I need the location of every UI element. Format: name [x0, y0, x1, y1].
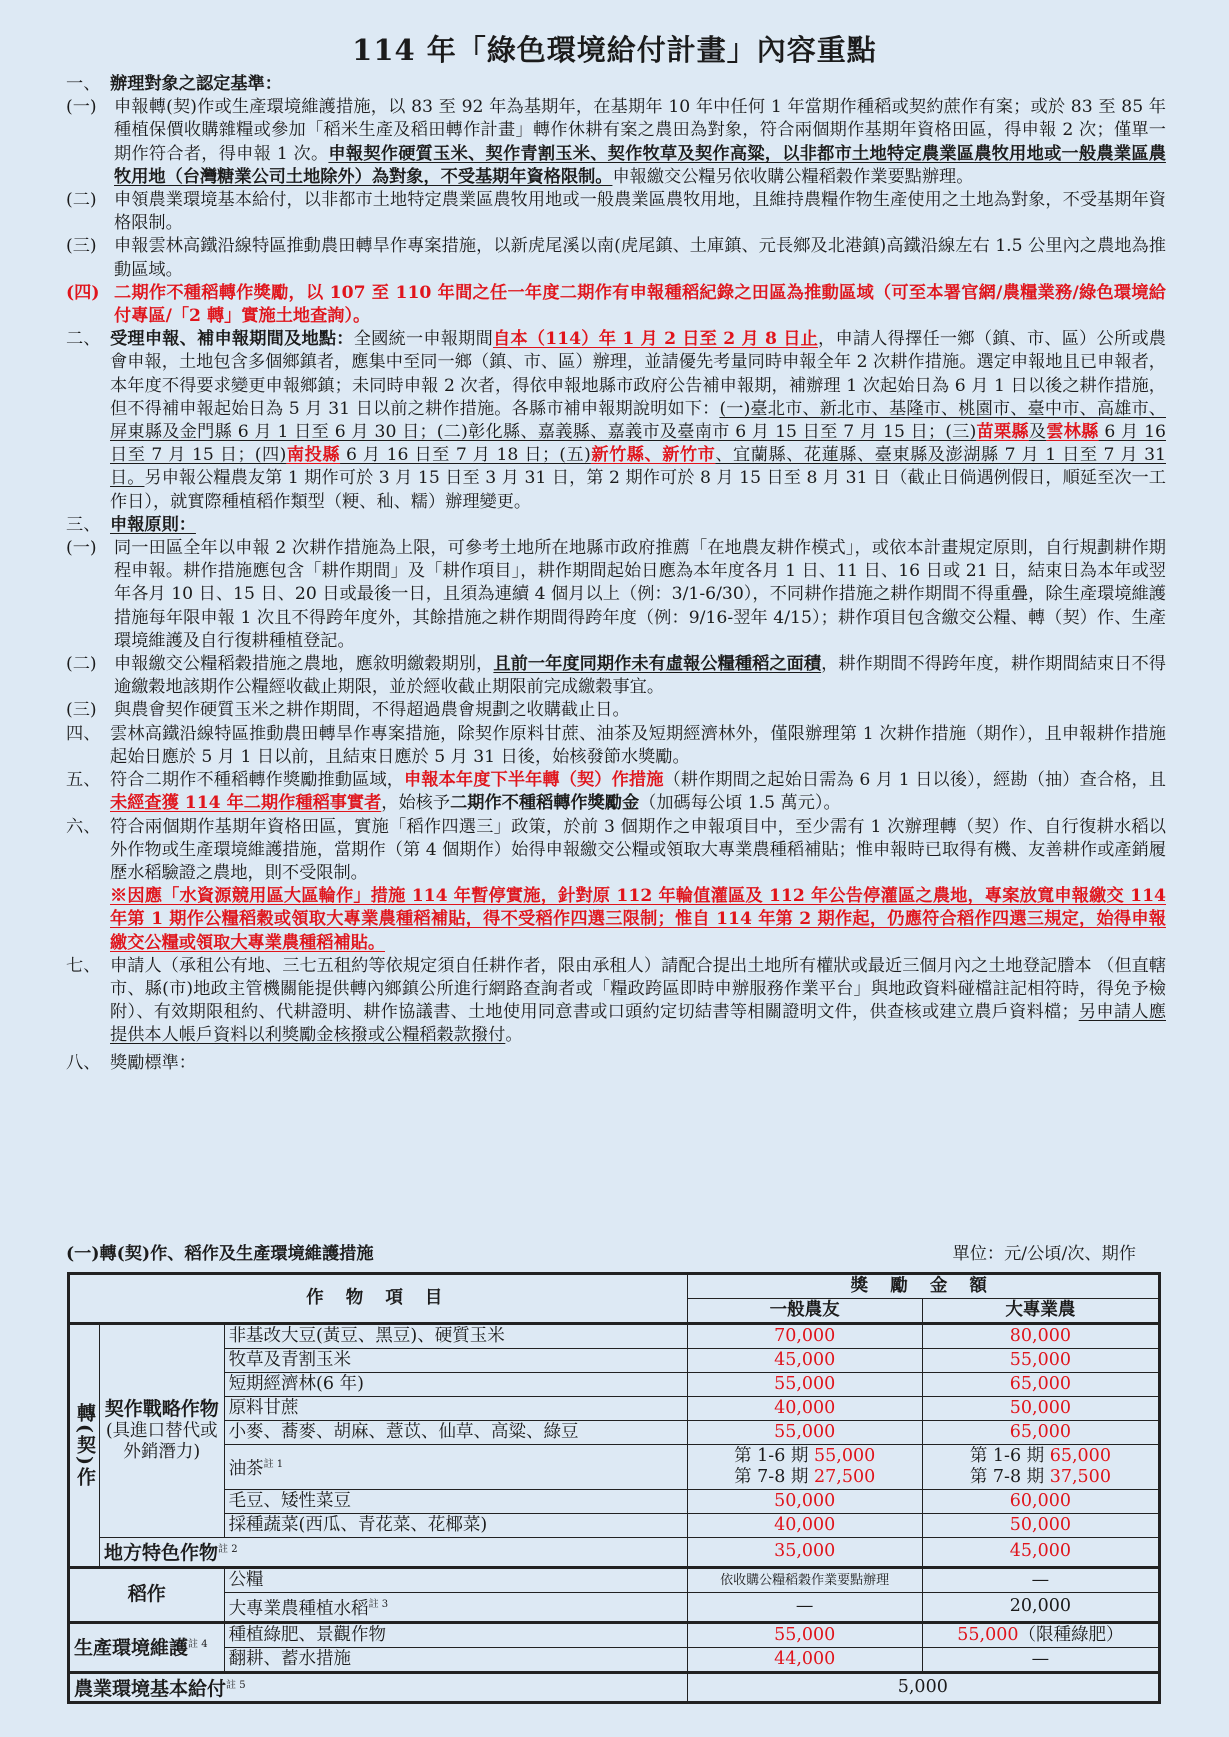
section-1-item-3	[66, 235, 1166, 281]
text-segment: 申報轉(契)作或生產環境維護措施，以 83 至 92 年為基期年，在基期年 10 年中任何 1 年當期作種稻或契約蔗作有案；或於 83 至 85 年種植保價收購雜糧或參加「稻米生產及稻田轉作計畫」轉作休耕有案之農田為對象，符合兩個期作基期年資格田區，得申報 2 次；僅單一期作符合者，得申報 1 次。	[114, 97, 1166, 164]
section-number: 七、	[66, 955, 101, 976]
section-number: 四、	[66, 723, 101, 744]
item-text: 與農會契作硬質玉米之耕作期間，不得超過農會規劃之收購截止日。	[114, 700, 630, 721]
section-heading: 獎勵標準：	[110, 1052, 196, 1073]
amount-general: 35,000	[687, 1538, 922, 1568]
item-text: 二期作不種稻轉作獎勵，以 107 至 110 年間之任一年度二期作有申報種稻紀錄之田區為推動區域（可至本署官網/農糧業務/綠色環境給付專區/「2 轉」實施土地查詢）。	[114, 282, 1166, 327]
county-schedule: (一)臺北市、新北市、基隆市、桃園市、臺中市、高雄市、屏東縣及金門縣 6 月 1 日至 6 月 30 日；(二)彰化縣、嘉義縣、嘉義市及臺南市 6 月 15 日至 7 月 15 日；(三)	[110, 398, 1166, 443]
crop-item: 採種蔬菜(西瓜、青花菜、花椰菜)	[224, 1514, 687, 1538]
amount-professional: 45,000	[922, 1538, 1159, 1568]
crop-item	[100, 1538, 688, 1568]
county-name: 苗栗縣	[976, 422, 1029, 443]
section-5	[66, 769, 1166, 815]
amount-general: 70,000	[687, 1324, 922, 1349]
table-row-env	[69, 1622, 1160, 1647]
footnote-marker: 註 3	[368, 1598, 389, 1610]
amount-value: 37,500	[1049, 1467, 1111, 1487]
crop-item: 小麥、蕎麥、胡麻、薏苡、仙草、高粱、綠豆	[224, 1421, 687, 1445]
crop-item: 原料甘蔗	[224, 1397, 687, 1421]
item-number: (四)	[66, 282, 100, 303]
amount-general: 依收購公糧稻穀作業要點辦理	[687, 1567, 922, 1592]
table-row	[69, 1421, 1160, 1445]
footnote-marker: 註 1	[263, 1459, 284, 1471]
table-row	[69, 1647, 1160, 1672]
crop-item: 非基改大豆(黃豆、黑豆)、硬質玉米	[224, 1324, 687, 1349]
period-label: 第 7-8 期	[734, 1467, 809, 1487]
section-text	[110, 328, 1166, 514]
crop-item	[224, 1445, 687, 1490]
group-strategic-label: 契作戰略作物	[104, 1398, 219, 1420]
crop-item	[224, 1592, 687, 1622]
section-6	[66, 816, 1166, 955]
table-row-rice	[69, 1567, 1160, 1592]
section-text: 雲林高鐵沿線特區推動農田轉旱作專案措施，除契作原料甘蔗、油茶及短期經濟林外，僅限辦理第 1 次耕作措施（期作），且申報耕作措施起始日應於 5 月 1 日以前，且結束日應於 5 月 31 日後，始核發節水獎勵。	[110, 723, 1166, 767]
table-row	[69, 1592, 1160, 1622]
footnote-marker: 註 2	[218, 1544, 238, 1555]
text-segment: ，耕作期間不得跨年度，耕作期間結束日不得逾繳穀地該期作公糧經收截止期限，並於經收截止期限前完成繳穀事宜。	[114, 654, 1166, 698]
section-number: 三、	[66, 514, 101, 535]
table-row	[69, 1490, 1160, 1514]
section-text	[110, 955, 1166, 1048]
amount-general: 55,000	[687, 1622, 922, 1647]
county-name: 新竹縣、新竹市	[590, 445, 716, 466]
amount-general	[687, 1445, 922, 1490]
amount-general: 40,000	[687, 1514, 922, 1538]
header-professional-farmer: 大專業農	[922, 1299, 1159, 1324]
county-schedule: 6 月 16 日至 7 月 15 日；(四)	[110, 422, 1166, 466]
emphasis-text: 另申請人應提供本人帳戶資料以利獎勵金核撥或公糧稻穀款撥付	[110, 1002, 1166, 1046]
county-name: 南投縣	[286, 445, 341, 466]
section-3	[66, 514, 1166, 537]
table-subtitle: (一)轉(契)作、稻作及生產環境維護措施	[66, 1244, 374, 1264]
item-text: 申領農業環境基本給付，以非都市土地特定農業區農牧用地或一般農業區農牧用地，且維持農糧作物生產使用之土地為對象，不受基期年資格限制。	[114, 190, 1166, 234]
section-heading: 辦理對象之認定基準：	[110, 74, 282, 94]
county-schedule: 6 月 16 日至 7 月 18 日；(五)	[340, 445, 591, 466]
section-number: 五、	[66, 770, 101, 791]
text-segment: 申報繳交公糧稻穀措施之農地，應敘明繳穀期別，	[114, 654, 494, 675]
amount-note: （限種綠肥）	[1018, 1624, 1124, 1645]
table-row-basic	[69, 1672, 1160, 1703]
table-unit: 單位：元/公頃/次、期作	[952, 1244, 1136, 1264]
amount-general: 50,000	[687, 1490, 922, 1514]
section-number: 六、	[66, 816, 101, 837]
amount-professional: 65,000	[922, 1373, 1159, 1397]
text-segment: 符合二期作不種稻轉作獎勵推動區域，	[110, 770, 405, 791]
section-number: 二、	[66, 329, 101, 350]
section-3-item-1	[66, 537, 1166, 653]
table-row	[69, 1397, 1160, 1421]
table-header-row	[69, 1274, 1160, 1299]
table-row	[69, 1373, 1160, 1397]
group-transfer: 轉(契)作	[69, 1324, 100, 1568]
amount-general: 45,000	[687, 1349, 922, 1373]
section-number: 八、	[66, 1052, 101, 1073]
section-heading: 申報原則：	[110, 514, 196, 535]
crop-item: 短期經濟林(6 年)	[224, 1373, 687, 1397]
emphasis-text: 未經查獲 114 年二期作種稻事實者	[110, 793, 382, 814]
section-7	[66, 955, 1166, 1048]
amount-professional: —	[922, 1647, 1159, 1672]
amount-general: —	[687, 1592, 922, 1622]
amount-value: 27,500	[814, 1467, 876, 1487]
period-label: 第 1-6 期	[969, 1446, 1045, 1466]
application-period: 自本（114）年 1 月 2 日至 2 月 8 日止	[492, 329, 819, 350]
section-2	[66, 328, 1166, 514]
item-text: 同一田區全年以申報 2 次耕作措施為上限，可參考土地所在地縣市政府推薦「在地農友耕作模式」，或依本計畫規定原則，自行規劃耕作期程申報。耕作措施應包含「耕作期間」及「耕作項目」，耕作期間起始日應為本年度各月 1 日、11 日、16 日或 21 日，結束日為本年或翌年各月 10 日、15 日、20 日或最後一日，且須為連續 4 個月以上（例：3/1-6/30），不同耕作措施之耕作期間不得重疊，除生產環境維護措施每年限申報 1 次且不得跨年度外，其餘措施之耕作期間得跨年度（例：9/16-翌年 4/15）；耕作項目包含繳交公糧、轉（契）作、生產環境維護及自行復耕種植登記。	[114, 538, 1166, 651]
section-1-item-4	[66, 282, 1166, 328]
item-number: (一)	[66, 97, 97, 118]
bonus-name: 二期作不種稻轉作獎勵金	[450, 793, 640, 814]
reward-table	[67, 1272, 1161, 1704]
table-row	[69, 1514, 1160, 1538]
crop-item: 公糧	[224, 1567, 687, 1592]
amount-professional: —	[922, 1567, 1159, 1592]
crop-name: 油茶	[228, 1458, 264, 1479]
group-strategic	[100, 1324, 225, 1538]
section-8	[66, 1052, 1166, 1075]
header-amount: 獎 勵 金 額	[687, 1274, 1159, 1299]
table-row-oil-tea	[69, 1445, 1160, 1490]
crop-name: 地方特色作物	[104, 1541, 219, 1564]
section-3-item-2	[66, 653, 1166, 699]
section-1-item-1	[66, 96, 1166, 189]
text-segment: 全國統一申報期間	[353, 329, 493, 350]
amount-general: 40,000	[687, 1397, 922, 1421]
table-row	[69, 1349, 1160, 1373]
crop-name: 大專業農種植水稻	[228, 1598, 369, 1619]
section-number: 一、	[66, 74, 101, 94]
group-env-label: 生產環境維護	[74, 1637, 189, 1660]
text-segment: 申請人（承租公有地、三七五租約等依規定須自任耕作者，限由承租人）請配合提出土地所有權狀或最近三個月內之土地登記謄本 （但直轄市、縣(市)地政主管機關能提供轉內鄉鎮公所進行網路查詢者或「糧政跨區即時申辦服務作業平台」與地政資料碰檔註記相符時，得免予檢附）、有效期限租約、代耕證明、耕作協議書、土地使用同意書或口頭約定切結書等相關證明文件，供查核或建立農戶資料檔；	[110, 955, 1166, 1023]
amount-value: 55,000	[814, 1446, 876, 1466]
text-segment: ，始核予	[381, 793, 451, 814]
amount-value: 55,000	[957, 1624, 1019, 1645]
amount-general: 55,000	[687, 1421, 922, 1445]
item-text: 申報雲林高鐵沿線特區推動農田轉旱作專案措施，以新虎尾溪以南(虎尾鎮、土庫鎮、元長鄉及北港鎮)高鐵沿線左右 1.5 公里內之農地為推動區域。	[114, 236, 1166, 280]
item-number: (二)	[66, 654, 97, 675]
amount-professional: 80,000	[922, 1324, 1159, 1349]
item-text	[114, 96, 1166, 189]
amount-professional: 55,000	[922, 1349, 1159, 1373]
table-row	[69, 1324, 1160, 1349]
section-1	[66, 73, 1166, 96]
amount-professional: 65,000	[922, 1421, 1159, 1445]
amount-professional: 50,000	[922, 1397, 1159, 1421]
section-4	[66, 723, 1166, 769]
item-number: (三)	[66, 236, 97, 257]
footnote-marker: 註 4	[188, 1639, 208, 1651]
item-text	[114, 653, 1166, 699]
section-text	[110, 769, 1166, 815]
table-row-local	[69, 1538, 1160, 1568]
header-item: 作 物 項 目	[69, 1274, 688, 1324]
text-segment: 另申報公糧農友第 1 期作可於 3 月 15 日至 3 月 31 日，第 2 期作可於 8 月 15 日至 8 月 31 日（截止日倘遇例假日，順延至次一工作日），就實際種植稻作類型（粳、秈、糯）辦理變更。	[110, 468, 1166, 512]
item-number: (二)	[66, 190, 97, 211]
emphasis-text: 申報契作硬質玉米、契作青割玉米、契作牧草及契作高粱，以非都市土地特定農業區農牧用地或一般農業區農牧用地（台灣糖業公司土地除外）為對象，不受基期年資格限制。	[114, 143, 1166, 187]
crop-item: 種植綠肥、景觀作物	[224, 1622, 687, 1647]
group-strategic-note: (具進口替代或外銷潛力)	[105, 1421, 218, 1462]
amount-basic: 5,000	[687, 1672, 1159, 1703]
document-body	[66, 73, 1166, 1075]
page-title: 114 年「綠色環境給付計畫」內容重點	[352, 33, 877, 67]
amount-professional: 60,000	[922, 1490, 1159, 1514]
crop-item: 毛豆、矮性菜豆	[224, 1490, 687, 1514]
footnote-marker: 註 5	[226, 1679, 246, 1691]
text-segment: （耕作期間之起始日需為 6 月 1 日以後），經勘（抽）查合格，且	[663, 770, 1166, 791]
text-segment: 。	[505, 1025, 523, 1046]
crop-item	[69, 1672, 688, 1703]
amount-professional: 50,000	[922, 1514, 1159, 1538]
item-number: (一)	[66, 538, 97, 559]
special-note: ※因應「水資源競用區大區輪作」措施 114 年暫停實施，針對原 112 年輪值灌區及 112 年公告停灌區之農地，專案放寬申報繳交 114 年第 1 期作公糧稻穀或領取大專業農種稻補貼，得不受稻作四選三限制；惟自 114 年第 2 期作起，仍應符合稻作四選三規定，始得申報繳交公糧或領取大專業農種稻補貼。	[110, 886, 1166, 953]
amount-general: 44,000	[687, 1647, 922, 1672]
period-label: 第 7-8 期	[969, 1467, 1045, 1487]
text-segment: （加碼每公頃 1.5 萬元）。	[639, 793, 841, 814]
crop-item: 翻耕、蓄水措施	[224, 1647, 687, 1672]
amount-general: 55,000	[687, 1373, 922, 1397]
group-rice: 稻作	[69, 1567, 225, 1622]
text-segment: 及	[1028, 422, 1047, 443]
emphasis-text: 申報本年度下半年轉（契）作措施	[404, 770, 664, 791]
section-text	[110, 816, 1166, 955]
section-3-item-3	[66, 699, 1166, 722]
crop-item: 牧草及青割玉米	[224, 1349, 687, 1373]
section-1-item-2	[66, 189, 1166, 235]
text-segment: 符合兩個期作基期年資格田區，實施「稻作四選三」政策，於前 3 個期作之申報項目中，至少需有 1 次辦理轉（契）作、自行復耕水稻以外作物或生產環境維護措施，當期作（第 4 個期作）始得申報繳交公糧或領取大專業農種稻補貼；惟申報時已取得有機、友善耕作或產銷履歷水稻驗證之農地，則不受限制。	[110, 816, 1166, 883]
group-env	[69, 1622, 225, 1672]
text-segment: ，申請人得擇任一鄉（鎮、市、區）公所或農會申報，土地包含多個鄉鎮者，應集中至同一鄉（鎮、市、區）辦理，並請優先考量同時申報全年 2 次耕作措施。選定申報地且已申報者，本年度不得要求變更申報鄉鎮；未同時申報 2 次者，得依申報地縣市政府公告補申報期，補辦理 1 次起始日為 6 月 1 日以後之耕作措施，但不得補申報起始日為 5 月 31 日以前之耕作措施。各縣市補申報期說明如下：	[110, 329, 1166, 419]
county-schedule: 、宜蘭縣、花蓮縣、臺東縣及澎湖縣 7 月 1 日至 7 月 31 日。	[110, 445, 1166, 489]
amount-professional	[922, 1622, 1159, 1647]
text-segment: 申報繳交公糧另依收購公糧稻穀作業要點辦理。	[612, 166, 974, 187]
period-label: 第 1-6 期	[734, 1446, 809, 1466]
emphasis-text: 且前一年度同期作未有虛報公糧種稻之面積	[493, 654, 822, 675]
amount-professional: 20,000	[922, 1592, 1159, 1622]
section-heading: 受理申報、補申報期間及地點：	[110, 329, 354, 350]
crop-name: 農業環境基本給付	[74, 1677, 227, 1700]
header-general-farmer: 一般農友	[687, 1299, 922, 1324]
amount-professional	[922, 1445, 1159, 1490]
item-number: (三)	[66, 700, 97, 721]
amount-value: 65,000	[1049, 1446, 1111, 1466]
county-name: 雲林縣	[1046, 422, 1099, 443]
